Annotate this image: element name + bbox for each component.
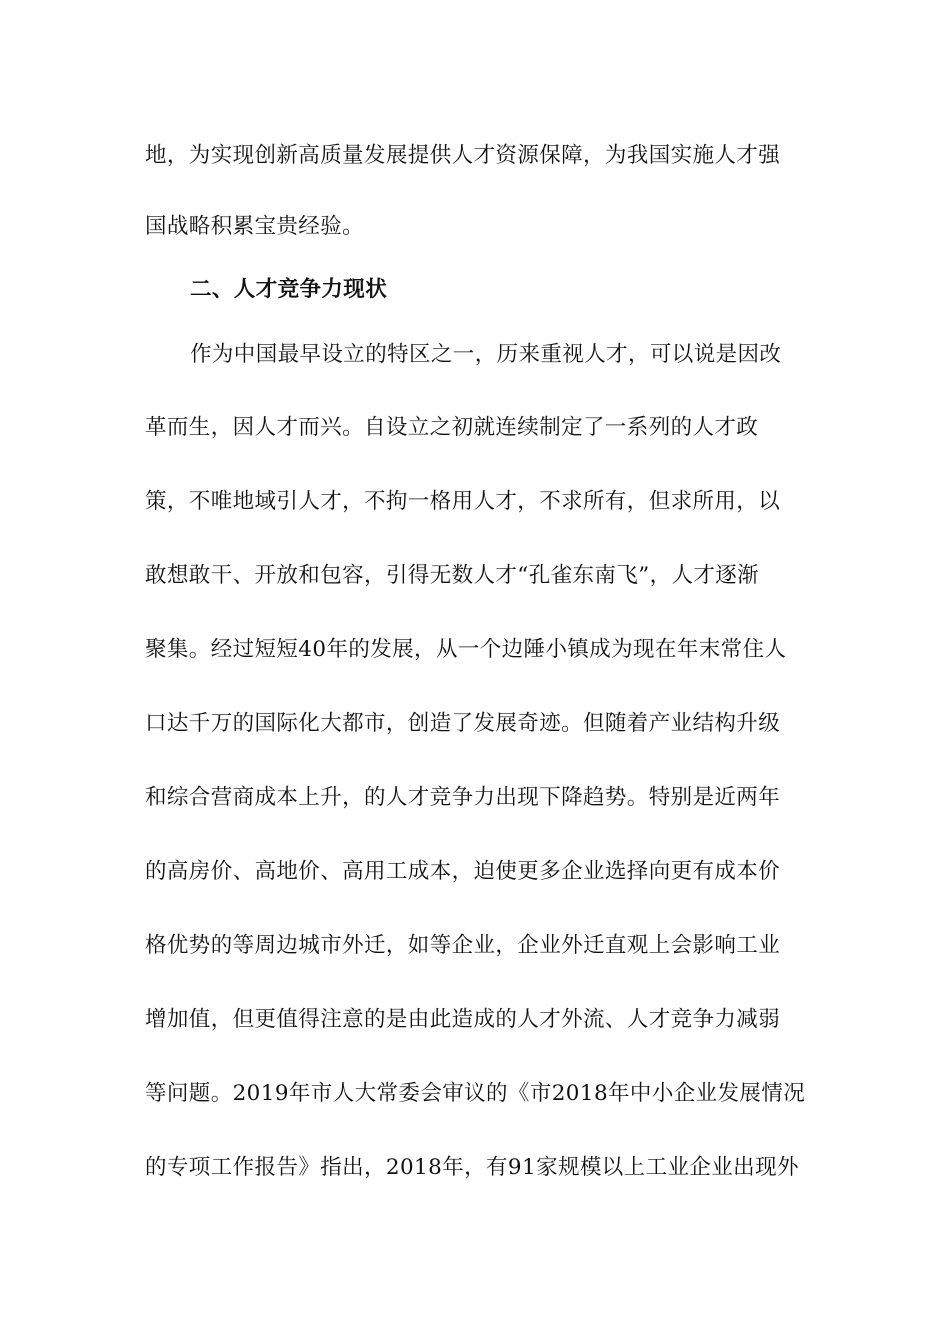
paragraph-line: 聚集。经过短短40年的发展，从一个边陲小镇成为现在年末常住人	[145, 637, 787, 662]
paragraph-line: 的高房价、高地价、高用工成本，迫使更多企业选择向更有成本价	[145, 859, 781, 884]
paragraph-line: 等问题。2019年市人大常委会审议的《市2018年中小企业发展情况	[145, 1081, 806, 1106]
paragraph-line: 作为中国最早设立的特区之一，历来重视人才，可以说是因改	[190, 342, 782, 367]
paragraph-line: 敢想敢干、开放和包容，引得无数人才“孔雀东南飞”，人才逐渐	[145, 563, 760, 588]
paragraph-line: 的专项工作报告》指出，2018年，有91家规模以上工业企业出现外	[145, 1155, 799, 1180]
paragraph-line: 革而生，因人才而兴。自设立之初就连续制定了一系列的人才政	[145, 415, 759, 440]
section-heading: 二、人才竞争力现状	[190, 277, 388, 302]
paragraph-line: 增加值，但更值得注意的是由此造成的人才外流、人才竞争力减弱	[145, 1007, 781, 1032]
paragraph-line: 地，为实现创新高质量发展提供人才资源保障，为我国实施人才强	[145, 143, 781, 168]
paragraph-line: 策，不唯地域引人才，不拘一格用人才，不求所有，但求所用，以	[145, 489, 781, 514]
paragraph-line: 口达千万的国际化大都市，创造了发展奇迹。但随着产业结构升级	[145, 711, 781, 736]
paragraph-line: 国战略积累宝贵经验。	[145, 214, 365, 239]
paragraph-line: 格优势的等周边城市外迁，如等企业，企业外迁直观上会影响工业	[145, 933, 781, 958]
paragraph-line: 和综合营商成本上升，的人才竞争力出现下降趋势。特别是近两年	[145, 785, 781, 810]
